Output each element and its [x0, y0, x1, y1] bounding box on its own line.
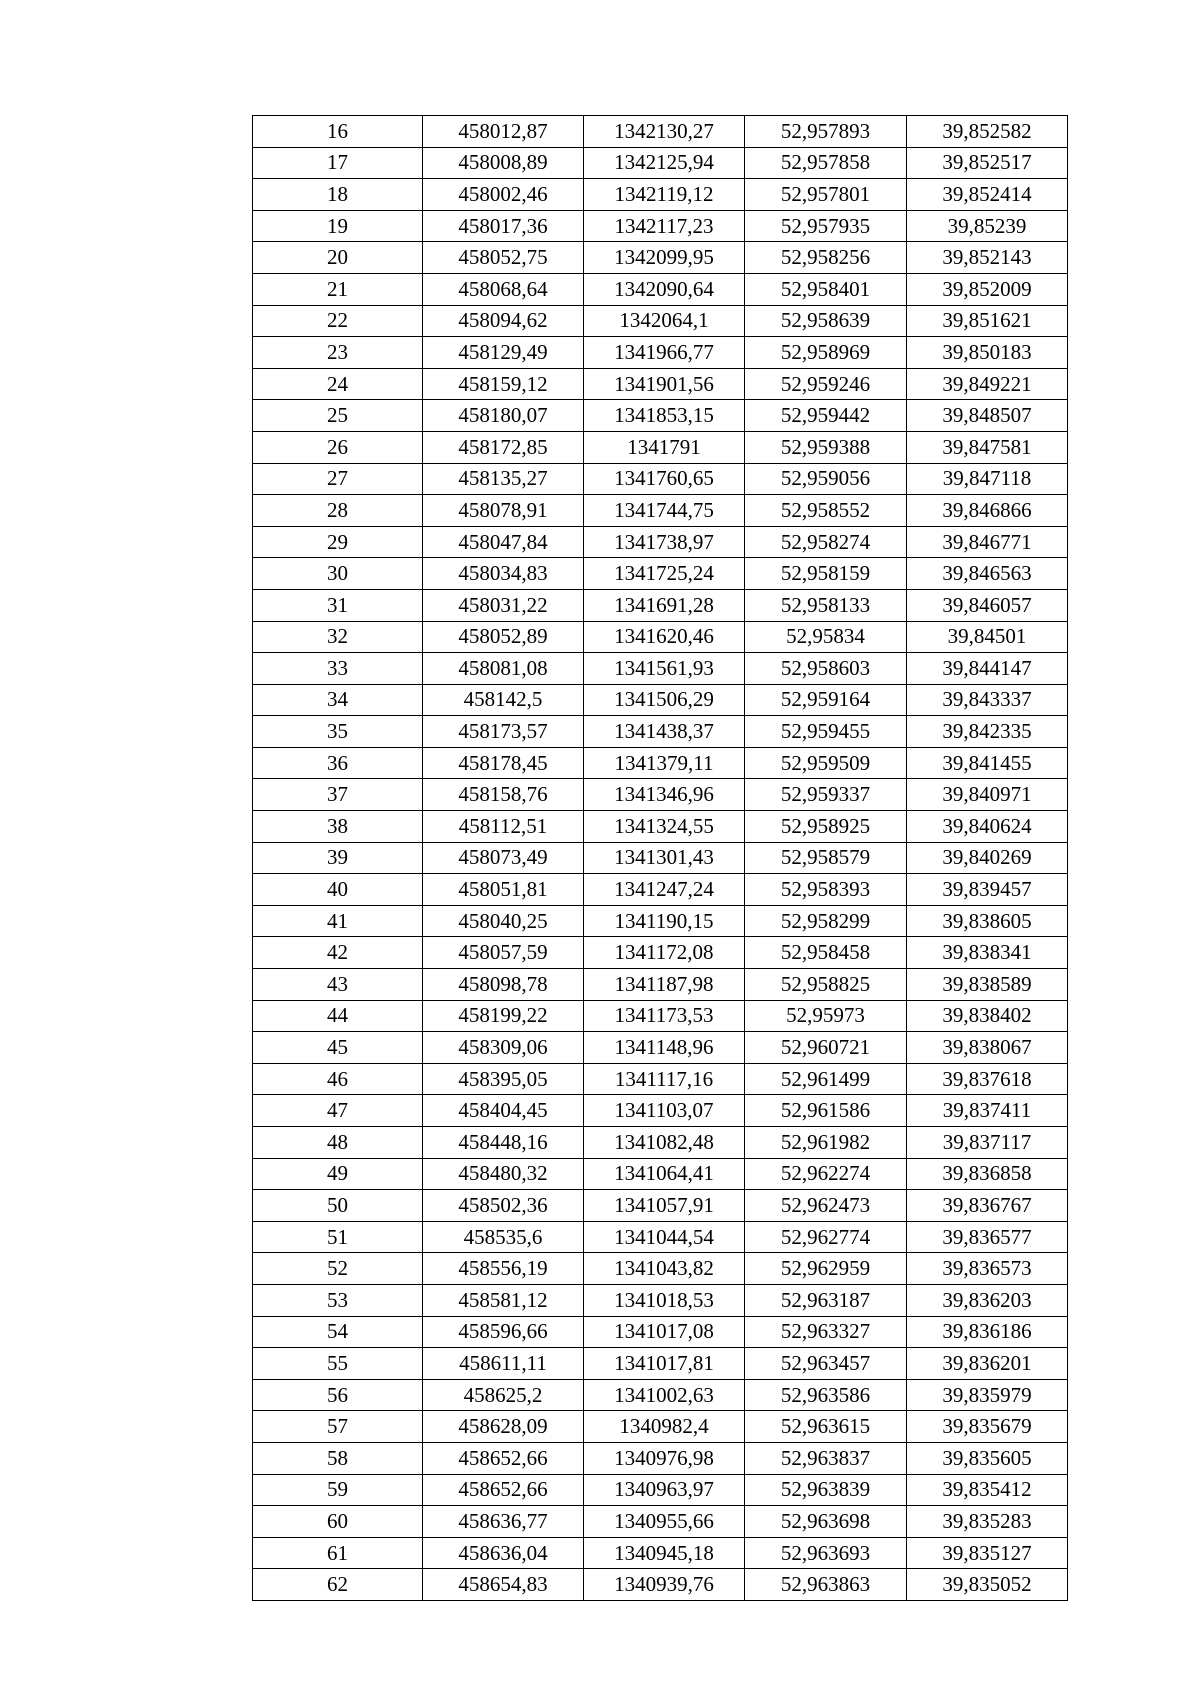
y-coordinate-cell: 1341017,08: [584, 1316, 745, 1348]
y-coordinate-cell: 1341744,75: [584, 495, 745, 527]
y-coordinate-cell: 1341117,16: [584, 1063, 745, 1095]
y-coordinate-cell: 1341002,63: [584, 1379, 745, 1411]
y-coordinate-cell: 1341017,81: [584, 1348, 745, 1380]
latitude-cell: 52,958274: [745, 526, 907, 558]
y-coordinate-cell: 1341173,53: [584, 1000, 745, 1032]
table-row: [253, 1221, 1068, 1253]
x-coordinate-cell: 458581,12: [423, 1284, 584, 1316]
longitude-cell: 39,841455: [907, 747, 1068, 779]
x-coordinate-cell: 458309,06: [423, 1032, 584, 1064]
y-coordinate-cell: 1340982,4: [584, 1411, 745, 1443]
x-coordinate-cell: 458052,75: [423, 242, 584, 274]
x-coordinate-cell: 458078,91: [423, 495, 584, 527]
table-row: [253, 1253, 1068, 1285]
latitude-cell: 52,959056: [745, 463, 907, 495]
latitude-cell: 52,963586: [745, 1379, 907, 1411]
y-coordinate-cell: 1341506,29: [584, 684, 745, 716]
point-number-cell: 38: [253, 811, 423, 843]
longitude-cell: 39,852143: [907, 242, 1068, 274]
point-number-cell: 51: [253, 1221, 423, 1253]
point-number-cell: 43: [253, 969, 423, 1001]
x-coordinate-cell: 458057,59: [423, 937, 584, 969]
table-row: [253, 1537, 1068, 1569]
latitude-cell: 52,963615: [745, 1411, 907, 1443]
x-coordinate-cell: 458448,16: [423, 1127, 584, 1159]
table-row: [253, 305, 1068, 337]
longitude-cell: 39,835283: [907, 1506, 1068, 1538]
x-coordinate-cell: 458073,49: [423, 842, 584, 874]
latitude-cell: 52,963839: [745, 1474, 907, 1506]
x-coordinate-cell: 458636,77: [423, 1506, 584, 1538]
x-coordinate-cell: 458556,19: [423, 1253, 584, 1285]
table-row: [253, 589, 1068, 621]
y-coordinate-cell: 1341301,43: [584, 842, 745, 874]
point-number-cell: 17: [253, 147, 423, 179]
longitude-cell: 39,847118: [907, 463, 1068, 495]
table-row: [253, 526, 1068, 558]
x-coordinate-cell: 458081,08: [423, 653, 584, 685]
y-coordinate-cell: 1341044,54: [584, 1221, 745, 1253]
point-number-cell: 22: [253, 305, 423, 337]
latitude-cell: 52,958639: [745, 305, 907, 337]
point-number-cell: 18: [253, 179, 423, 211]
x-coordinate-cell: 458404,45: [423, 1095, 584, 1127]
y-coordinate-cell: 1341725,24: [584, 558, 745, 590]
x-coordinate-cell: 458173,57: [423, 716, 584, 748]
latitude-cell: 52,95834: [745, 621, 907, 653]
point-number-cell: 49: [253, 1158, 423, 1190]
y-coordinate-cell: 1341561,93: [584, 653, 745, 685]
latitude-cell: 52,963693: [745, 1537, 907, 1569]
longitude-cell: 39,835605: [907, 1442, 1068, 1474]
longitude-cell: 39,852582: [907, 116, 1068, 148]
table-row: [253, 747, 1068, 779]
longitude-cell: 39,838605: [907, 905, 1068, 937]
x-coordinate-cell: 458094,62: [423, 305, 584, 337]
point-number-cell: 25: [253, 400, 423, 432]
coordinates-table: [252, 115, 1068, 1601]
table-row: [253, 874, 1068, 906]
longitude-cell: 39,836186: [907, 1316, 1068, 1348]
x-coordinate-cell: 458051,81: [423, 874, 584, 906]
x-coordinate-cell: 458098,78: [423, 969, 584, 1001]
table-row: [253, 147, 1068, 179]
y-coordinate-cell: 1341082,48: [584, 1127, 745, 1159]
longitude-cell: 39,835412: [907, 1474, 1068, 1506]
longitude-cell: 39,850183: [907, 337, 1068, 369]
latitude-cell: 52,958401: [745, 273, 907, 305]
x-coordinate-cell: 458502,36: [423, 1190, 584, 1222]
table-row: [253, 905, 1068, 937]
longitude-cell: 39,846866: [907, 495, 1068, 527]
x-coordinate-cell: 458052,89: [423, 621, 584, 653]
longitude-cell: 39,837117: [907, 1127, 1068, 1159]
y-coordinate-cell: 1341966,77: [584, 337, 745, 369]
y-coordinate-cell: 1341620,46: [584, 621, 745, 653]
x-coordinate-cell: 458112,51: [423, 811, 584, 843]
x-coordinate-cell: 458480,32: [423, 1158, 584, 1190]
y-coordinate-cell: 1341018,53: [584, 1284, 745, 1316]
point-number-cell: 36: [253, 747, 423, 779]
point-number-cell: 58: [253, 1442, 423, 1474]
y-coordinate-cell: 1341057,91: [584, 1190, 745, 1222]
table-row: [253, 242, 1068, 274]
point-number-cell: 61: [253, 1537, 423, 1569]
table-row: [253, 1063, 1068, 1095]
latitude-cell: 52,961499: [745, 1063, 907, 1095]
y-coordinate-cell: 1342130,27: [584, 116, 745, 148]
longitude-cell: 39,835052: [907, 1569, 1068, 1601]
table-row: [253, 684, 1068, 716]
latitude-cell: 52,962959: [745, 1253, 907, 1285]
latitude-cell: 52,958256: [745, 242, 907, 274]
latitude-cell: 52,958579: [745, 842, 907, 874]
table-row: [253, 1506, 1068, 1538]
point-number-cell: 27: [253, 463, 423, 495]
longitude-cell: 39,847581: [907, 431, 1068, 463]
table-row: [253, 1348, 1068, 1380]
x-coordinate-cell: 458135,27: [423, 463, 584, 495]
point-number-cell: 42: [253, 937, 423, 969]
x-coordinate-cell: 458129,49: [423, 337, 584, 369]
longitude-cell: 39,839457: [907, 874, 1068, 906]
latitude-cell: 52,958299: [745, 905, 907, 937]
point-number-cell: 60: [253, 1506, 423, 1538]
x-coordinate-cell: 458159,12: [423, 368, 584, 400]
longitude-cell: 39,85239: [907, 210, 1068, 242]
y-coordinate-cell: 1340976,98: [584, 1442, 745, 1474]
y-coordinate-cell: 1341172,08: [584, 937, 745, 969]
y-coordinate-cell: 1340939,76: [584, 1569, 745, 1601]
latitude-cell: 52,963698: [745, 1506, 907, 1538]
longitude-cell: 39,840624: [907, 811, 1068, 843]
table-row: [253, 716, 1068, 748]
longitude-cell: 39,836767: [907, 1190, 1068, 1222]
y-coordinate-cell: 1341760,65: [584, 463, 745, 495]
point-number-cell: 35: [253, 716, 423, 748]
point-number-cell: 37: [253, 779, 423, 811]
longitude-cell: 39,842335: [907, 716, 1068, 748]
longitude-cell: 39,84501: [907, 621, 1068, 653]
y-coordinate-cell: 1341379,11: [584, 747, 745, 779]
longitude-cell: 39,837411: [907, 1095, 1068, 1127]
table-row: [253, 1095, 1068, 1127]
latitude-cell: 52,958603: [745, 653, 907, 685]
point-number-cell: 21: [253, 273, 423, 305]
y-coordinate-cell: 1341064,41: [584, 1158, 745, 1190]
table-row: [253, 210, 1068, 242]
latitude-cell: 52,958552: [745, 495, 907, 527]
longitude-cell: 39,851621: [907, 305, 1068, 337]
y-coordinate-cell: 1341148,96: [584, 1032, 745, 1064]
point-number-cell: 54: [253, 1316, 423, 1348]
latitude-cell: 52,959164: [745, 684, 907, 716]
point-number-cell: 46: [253, 1063, 423, 1095]
table-row: [253, 273, 1068, 305]
point-number-cell: 48: [253, 1127, 423, 1159]
longitude-cell: 39,835127: [907, 1537, 1068, 1569]
table-row: [253, 1284, 1068, 1316]
table-row: [253, 969, 1068, 1001]
latitude-cell: 52,958825: [745, 969, 907, 1001]
longitude-cell: 39,836203: [907, 1284, 1068, 1316]
y-coordinate-cell: 1341346,96: [584, 779, 745, 811]
x-coordinate-cell: 458199,22: [423, 1000, 584, 1032]
y-coordinate-cell: 1340963,97: [584, 1474, 745, 1506]
x-coordinate-cell: 458012,87: [423, 116, 584, 148]
x-coordinate-cell: 458535,6: [423, 1221, 584, 1253]
latitude-cell: 52,962473: [745, 1190, 907, 1222]
longitude-cell: 39,852517: [907, 147, 1068, 179]
point-number-cell: 31: [253, 589, 423, 621]
latitude-cell: 52,958969: [745, 337, 907, 369]
x-coordinate-cell: 458180,07: [423, 400, 584, 432]
table-row: [253, 842, 1068, 874]
longitude-cell: 39,838402: [907, 1000, 1068, 1032]
y-coordinate-cell: 1341691,28: [584, 589, 745, 621]
x-coordinate-cell: 458002,46: [423, 179, 584, 211]
latitude-cell: 52,958133: [745, 589, 907, 621]
latitude-cell: 52,957801: [745, 179, 907, 211]
point-number-cell: 32: [253, 621, 423, 653]
x-coordinate-cell: 458654,83: [423, 1569, 584, 1601]
table-row: [253, 1442, 1068, 1474]
y-coordinate-cell: 1342119,12: [584, 179, 745, 211]
point-number-cell: 62: [253, 1569, 423, 1601]
coordinates-table-body: [253, 116, 1068, 1601]
longitude-cell: 39,843337: [907, 684, 1068, 716]
table-row: [253, 463, 1068, 495]
point-number-cell: 47: [253, 1095, 423, 1127]
point-number-cell: 30: [253, 558, 423, 590]
y-coordinate-cell: 1340955,66: [584, 1506, 745, 1538]
longitude-cell: 39,846057: [907, 589, 1068, 621]
y-coordinate-cell: 1342117,23: [584, 210, 745, 242]
latitude-cell: 52,959455: [745, 716, 907, 748]
table-row: [253, 653, 1068, 685]
point-number-cell: 55: [253, 1348, 423, 1380]
y-coordinate-cell: 1341853,15: [584, 400, 745, 432]
x-coordinate-cell: 458040,25: [423, 905, 584, 937]
point-number-cell: 26: [253, 431, 423, 463]
table-row: [253, 1127, 1068, 1159]
table-row: [253, 1032, 1068, 1064]
latitude-cell: 52,957935: [745, 210, 907, 242]
table-row: [253, 337, 1068, 369]
latitude-cell: 52,958393: [745, 874, 907, 906]
table-row: [253, 1411, 1068, 1443]
longitude-cell: 39,852009: [907, 273, 1068, 305]
longitude-cell: 39,846563: [907, 558, 1068, 590]
latitude-cell: 52,959509: [745, 747, 907, 779]
y-coordinate-cell: 1341043,82: [584, 1253, 745, 1285]
longitude-cell: 39,838067: [907, 1032, 1068, 1064]
x-coordinate-cell: 458652,66: [423, 1442, 584, 1474]
table-row: [253, 1316, 1068, 1348]
point-number-cell: 20: [253, 242, 423, 274]
latitude-cell: 52,957858: [745, 147, 907, 179]
y-coordinate-cell: 1342064,1: [584, 305, 745, 337]
longitude-cell: 39,835679: [907, 1411, 1068, 1443]
point-number-cell: 40: [253, 874, 423, 906]
point-number-cell: 19: [253, 210, 423, 242]
latitude-cell: 52,962774: [745, 1221, 907, 1253]
table-row: [253, 779, 1068, 811]
y-coordinate-cell: 1341103,07: [584, 1095, 745, 1127]
point-number-cell: 59: [253, 1474, 423, 1506]
longitude-cell: 39,846771: [907, 526, 1068, 558]
latitude-cell: 52,963457: [745, 1348, 907, 1380]
point-number-cell: 53: [253, 1284, 423, 1316]
table-row: [253, 558, 1068, 590]
point-number-cell: 44: [253, 1000, 423, 1032]
y-coordinate-cell: 1342090,64: [584, 273, 745, 305]
point-number-cell: 28: [253, 495, 423, 527]
point-number-cell: 52: [253, 1253, 423, 1285]
latitude-cell: 52,961982: [745, 1127, 907, 1159]
x-coordinate-cell: 458047,84: [423, 526, 584, 558]
point-number-cell: 50: [253, 1190, 423, 1222]
y-coordinate-cell: 1341187,98: [584, 969, 745, 1001]
point-number-cell: 39: [253, 842, 423, 874]
x-coordinate-cell: 458008,89: [423, 147, 584, 179]
latitude-cell: 52,963327: [745, 1316, 907, 1348]
latitude-cell: 52,959337: [745, 779, 907, 811]
y-coordinate-cell: 1341324,55: [584, 811, 745, 843]
table-row: [253, 179, 1068, 211]
point-number-cell: 41: [253, 905, 423, 937]
table-row: [253, 368, 1068, 400]
x-coordinate-cell: 458625,2: [423, 1379, 584, 1411]
longitude-cell: 39,836858: [907, 1158, 1068, 1190]
x-coordinate-cell: 458628,09: [423, 1411, 584, 1443]
x-coordinate-cell: 458178,45: [423, 747, 584, 779]
table-row: [253, 431, 1068, 463]
table-row: [253, 1000, 1068, 1032]
table-row: [253, 1379, 1068, 1411]
latitude-cell: 52,957893: [745, 116, 907, 148]
y-coordinate-cell: 1342099,95: [584, 242, 745, 274]
x-coordinate-cell: 458017,36: [423, 210, 584, 242]
x-coordinate-cell: 458034,83: [423, 558, 584, 590]
latitude-cell: 52,963863: [745, 1569, 907, 1601]
longitude-cell: 39,835979: [907, 1379, 1068, 1411]
table-row: [253, 621, 1068, 653]
x-coordinate-cell: 458652,66: [423, 1474, 584, 1506]
y-coordinate-cell: 1341190,15: [584, 905, 745, 937]
table-row: [253, 937, 1068, 969]
longitude-cell: 39,852414: [907, 179, 1068, 211]
longitude-cell: 39,836573: [907, 1253, 1068, 1285]
longitude-cell: 39,836577: [907, 1221, 1068, 1253]
x-coordinate-cell: 458158,76: [423, 779, 584, 811]
longitude-cell: 39,838589: [907, 969, 1068, 1001]
table-row: [253, 1569, 1068, 1601]
table-row: [253, 1190, 1068, 1222]
y-coordinate-cell: 1341247,24: [584, 874, 745, 906]
x-coordinate-cell: 458031,22: [423, 589, 584, 621]
latitude-cell: 52,959442: [745, 400, 907, 432]
table-row: [253, 1158, 1068, 1190]
x-coordinate-cell: 458395,05: [423, 1063, 584, 1095]
latitude-cell: 52,963187: [745, 1284, 907, 1316]
table-row: [253, 400, 1068, 432]
x-coordinate-cell: 458068,64: [423, 273, 584, 305]
latitude-cell: 52,958458: [745, 937, 907, 969]
longitude-cell: 39,849221: [907, 368, 1068, 400]
point-number-cell: 23: [253, 337, 423, 369]
point-number-cell: 24: [253, 368, 423, 400]
table-row: [253, 495, 1068, 527]
point-number-cell: 16: [253, 116, 423, 148]
x-coordinate-cell: 458172,85: [423, 431, 584, 463]
longitude-cell: 39,840269: [907, 842, 1068, 874]
x-coordinate-cell: 458636,04: [423, 1537, 584, 1569]
latitude-cell: 52,958925: [745, 811, 907, 843]
latitude-cell: 52,960721: [745, 1032, 907, 1064]
longitude-cell: 39,838341: [907, 937, 1068, 969]
x-coordinate-cell: 458611,11: [423, 1348, 584, 1380]
latitude-cell: 52,95973: [745, 1000, 907, 1032]
y-coordinate-cell: 1341438,37: [584, 716, 745, 748]
longitude-cell: 39,836201: [907, 1348, 1068, 1380]
longitude-cell: 39,844147: [907, 653, 1068, 685]
latitude-cell: 52,961586: [745, 1095, 907, 1127]
point-number-cell: 29: [253, 526, 423, 558]
y-coordinate-cell: 1341901,56: [584, 368, 745, 400]
y-coordinate-cell: 1341738,97: [584, 526, 745, 558]
latitude-cell: 52,959388: [745, 431, 907, 463]
longitude-cell: 39,848507: [907, 400, 1068, 432]
y-coordinate-cell: 1341791: [584, 431, 745, 463]
longitude-cell: 39,840971: [907, 779, 1068, 811]
table-row: [253, 811, 1068, 843]
latitude-cell: 52,963837: [745, 1442, 907, 1474]
latitude-cell: 52,959246: [745, 368, 907, 400]
point-number-cell: 56: [253, 1379, 423, 1411]
longitude-cell: 39,837618: [907, 1063, 1068, 1095]
latitude-cell: 52,958159: [745, 558, 907, 590]
point-number-cell: 33: [253, 653, 423, 685]
latitude-cell: 52,962274: [745, 1158, 907, 1190]
point-number-cell: 45: [253, 1032, 423, 1064]
table-row: [253, 116, 1068, 148]
x-coordinate-cell: 458596,66: [423, 1316, 584, 1348]
y-coordinate-cell: 1340945,18: [584, 1537, 745, 1569]
point-number-cell: 57: [253, 1411, 423, 1443]
x-coordinate-cell: 458142,5: [423, 684, 584, 716]
y-coordinate-cell: 1342125,94: [584, 147, 745, 179]
point-number-cell: 34: [253, 684, 423, 716]
table-row: [253, 1474, 1068, 1506]
